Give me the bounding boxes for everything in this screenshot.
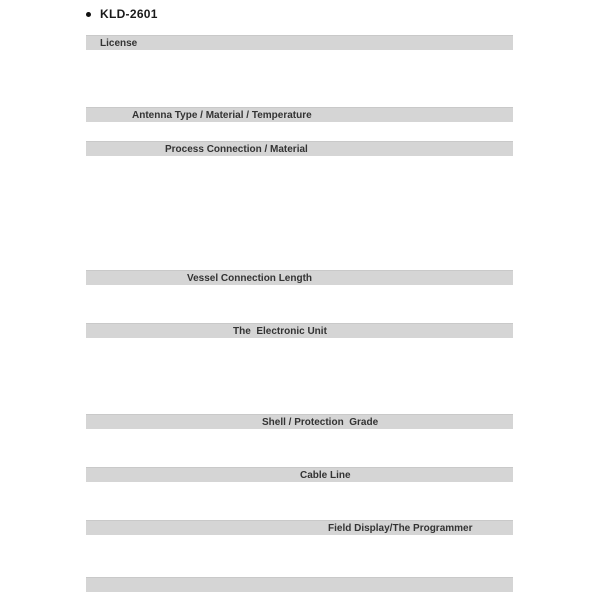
option-row: [86, 50, 513, 69]
section-header-label: Cable Line: [300, 470, 351, 481]
option-row: [86, 357, 513, 376]
page-title: KLD-2601: [100, 7, 158, 21]
section: [86, 35, 513, 107]
option-row: [86, 429, 513, 448]
option-row: [86, 285, 513, 304]
section-items: [86, 429, 513, 467]
section-header-bar: [86, 467, 513, 482]
section: [86, 520, 513, 573]
section-header-label: Antenna Type / Material / Temperature: [132, 110, 312, 121]
section: [86, 107, 513, 141]
option-row: [86, 395, 513, 414]
option-row: [86, 122, 513, 141]
section-header-bar: [86, 520, 513, 535]
title-row: [86, 6, 513, 22]
section-header-label: Shell / Protection Grade: [262, 417, 379, 428]
section-header-label: Process Connection / Material: [165, 144, 308, 155]
section: [86, 323, 513, 414]
section: [86, 141, 513, 270]
section: [86, 270, 513, 323]
option-row: [86, 251, 513, 270]
ordering-code-table: [86, 6, 513, 592]
section-header-label: Field Display/The Programmer: [328, 523, 473, 534]
option-row: [86, 213, 513, 232]
option-row: [86, 482, 513, 501]
option-row: [86, 88, 513, 107]
option-row: [86, 535, 513, 554]
section-header-label: License: [100, 38, 138, 49]
section-items: [86, 156, 513, 270]
option-row: [86, 156, 513, 175]
section-header-bar: [86, 35, 513, 50]
option-row: [86, 376, 513, 395]
section-items: [86, 482, 513, 520]
option-row: [86, 501, 513, 520]
option-row: [86, 554, 513, 573]
section-items: [86, 50, 513, 107]
option-row: [86, 69, 513, 88]
bullet-icon: [86, 12, 91, 17]
section-header-bar: [86, 323, 513, 338]
section-header-bar: [86, 107, 513, 122]
footer-bar: [86, 577, 513, 592]
section-header-bar: [86, 414, 513, 429]
option-row: [86, 232, 513, 251]
option-row: [86, 175, 513, 194]
section-header-label: Vessel Connection Length: [187, 273, 313, 284]
section-items: [86, 122, 513, 141]
section-header-label: The Electronic Unit: [233, 326, 327, 337]
section-header-bar: [86, 270, 513, 285]
option-row: [86, 194, 513, 213]
option-row: [86, 448, 513, 467]
option-row: [86, 304, 513, 323]
section-items: [86, 285, 513, 323]
option-row: [86, 338, 513, 357]
section: [86, 467, 513, 520]
section-items: [86, 535, 513, 573]
section-items: [86, 338, 513, 414]
sections: [86, 35, 513, 573]
section: [86, 414, 513, 467]
section-header-bar: [86, 141, 513, 156]
